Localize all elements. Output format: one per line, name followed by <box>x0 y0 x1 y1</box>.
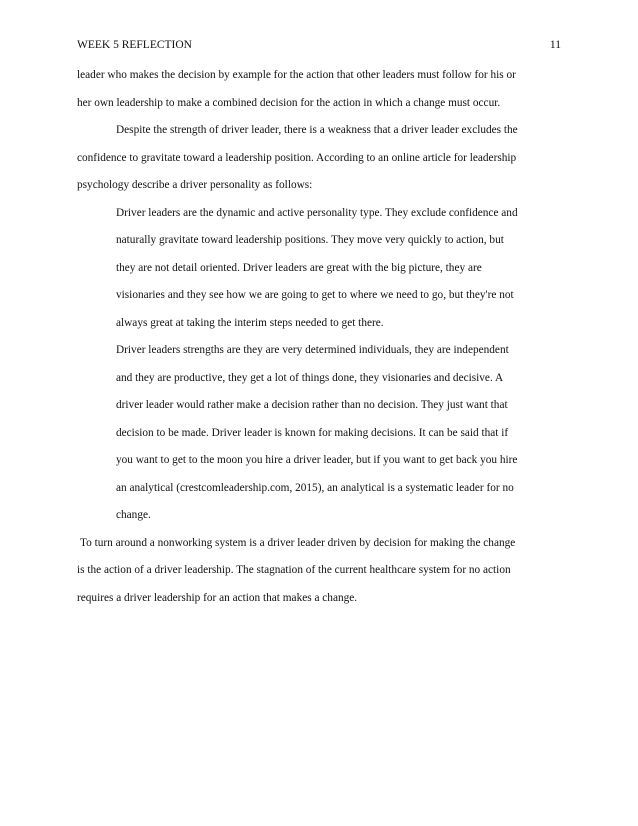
block-quote-line: they are not detail oriented. Driver leaders are great with the big picture, they are <box>116 261 482 274</box>
body-text <box>77 62 563 612</box>
text-line: Despite the strength of driver leader, there is a weakness that a driver leader excludes the <box>116 124 518 136</box>
text-line: To turn around a nonworking system is a driver leader driven by decision for making the change <box>80 536 516 549</box>
block-quote-line: naturally gravitate toward leadership positions. They move very quickly to action, but <box>116 234 504 246</box>
text-line: psychology describe a driver personality as follows: <box>77 179 313 191</box>
block-quote-line: you want to get to the moon you hire a driver leader, but if you want to get back you hire <box>116 454 518 466</box>
text-line: requires a driver leadership for an action that makes a change. <box>77 591 358 604</box>
running-header <box>77 36 561 54</box>
block-quote-line: Driver leaders strengths are they are very determined individuals, they are independent <box>116 344 509 356</box>
running-head-title: WEEK 5 REFLECTION <box>77 39 192 51</box>
text-line: is the action of a driver leadership. The stagnation of the current healthcare system for no action <box>77 564 511 576</box>
text-line: leader who makes the decision by example for the action that other leaders must follow for his or <box>77 69 516 81</box>
block-quote-line: visionaries and they see how we are going to get to where we need to go, but they're not <box>116 289 514 301</box>
block-quote-line: an analytical (crestcomleadership.com, 2015), an analytical is a systematic leader for no <box>116 481 514 494</box>
block-quote-line: Driver leaders are the dynamic and active personality type. They exclude confidence and <box>116 206 518 219</box>
block-quote-line: always great at taking the interim steps needed to get there. <box>116 316 384 329</box>
text-line: confidence to gravitate toward a leadership position. According to an online article for leadership <box>77 151 517 164</box>
block-quote-line: and they are productive, they get a lot of things done, they visionaries and decisive. A <box>116 371 504 384</box>
page-number: 11 <box>549 39 561 51</box>
block-quote-line: change. <box>116 509 151 521</box>
text-line: her own leadership to make a combined decision for the action in which a change must occur. <box>77 96 501 109</box>
block-quote-line: driver leader would rather make a decision rather than no decision. They just want that <box>116 399 508 411</box>
block-quote-line: decision to be made. Driver leader is known for making decisions. It can be said that if <box>116 426 509 439</box>
